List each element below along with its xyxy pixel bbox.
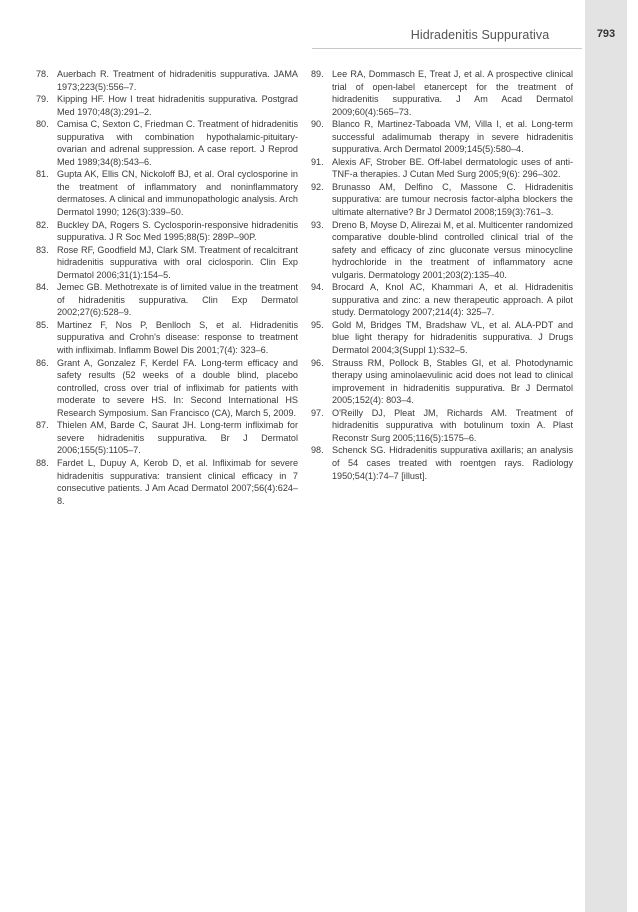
reference-text: Camisa C, Sexton C, Friedman C. Treatment of hidradenitis suppurativa with combination hypothalamic-pituitary-ovarian and adrenal suppression. A case report. J Reprod Med 1989;34(8):543–6. [57,119,298,167]
running-header-title: Hidradenitis Suppurativa [410,28,550,42]
reference-item [36,93,298,118]
reference-text: Blanco R, Martinez-Taboada VM, Villa I, et al. Long-term successful adalimumab therapy in severe hidradenitis suppurativa. Arch Dermatol 2009;145(5):580–4. [332,119,573,155]
reference-item [311,407,573,445]
reference-text: Gold M, Bridges TM, Bradshaw VL, et al. ALA-PDT and blue light therapy for hidradenitis suppurativa. J Drugs Dermatol 2004;3(Suppl 1):S32–5. [332,319,573,356]
reference-item [311,156,573,181]
reference-column-left [36,68,298,507]
reference-column-right [311,68,573,482]
reference-number: 82. [36,219,49,230]
reference-text: Martinez F, Nos P, Benlloch S, et al. Hidradenitis suppurativa and Crohn's disease: response to treatment with infliximab. Inflamm Bowel Dis 2001;7(4): 323–6. [57,319,298,356]
reference-text: Brocard A, Knol AC, Khammari A, et al. Hidradenitis suppurativa and zinc: a new therapeutic approach. A pilot study. Dermatology 2007;214(4): 325–7. [332,282,573,318]
reference-text: Gupta AK, Ellis CN, Nickoloff BJ, et al. Oral cyclosporine in the treatment of inflammatory and noninflammatory dermatoses. A clinical and immunopathologic analysis. Arch Dermatol 1990; 126(3):339–50. [57,169,298,218]
reference-item [311,444,573,482]
reference-text: Dreno B, Moyse D, Alirezai M, et al. Multicenter randomized comparative double-blind controlled clinical trial of the safety and efficacy of zinc gluconate versus minocycline hydrochloride in the treatment of inflammatory acne vulgaris. Dermatology 2001;203(2):135–40. [332,219,573,280]
reference-text: Lee RA, Dommasch E, Treat J, et al. A prospective clinical trial of open-label etanercept for the treatment of hidradenitis suppurativa. J Am Acad Dermatol 2009;60(4):565–73. [332,69,573,117]
reference-item [36,319,298,357]
reference-item [311,357,573,407]
reference-number: 83. [36,244,49,255]
reference-number: 86. [36,357,49,368]
reference-item [36,244,298,282]
reference-number: 95. [311,319,324,330]
reference-number: 79. [36,94,49,105]
reference-number: 80. [36,119,49,130]
header-rule [312,48,582,49]
reference-number: 89. [311,69,324,79]
reference-item [36,419,298,457]
reference-item [311,118,573,156]
reference-number: 91. [311,156,324,167]
reference-item [311,281,573,319]
reference-number: 92. [311,181,324,192]
reference-number: 88. [36,457,49,468]
reference-number: 97. [311,407,324,418]
reference-text: Rose RF, Goodfield MJ, Clark SM. Treatment of recalcitrant hidradenitis suppurativa with oral ciclosporin. Clin Exp Dermatol 2006;31(1):154–5. [57,244,298,280]
reference-text: Strauss RM, Pollock B, Stables GI, et al. Photodynamic therapy using aminolaevulinic acid does not lead to clinical improvement in hidradenitis suppurativa. Br J Dermatol 2005;152(4): 803–4. [332,357,573,406]
reference-item [36,168,298,218]
reference-item [36,219,298,244]
reference-text: Buckley DA, Rogers S. Cyclosporin-responsive hidradenitis suppurativa. J R Soc Med 1995;88(5): 289P–90P. [57,219,298,243]
reference-text: Thielen AM, Barde C, Saurat JH. Long-term infliximab for severe hidradenitis suppurativa. Br J Dermatol 2006;155(5):1105–7. [57,420,298,456]
reference-number: 84. [36,282,49,293]
reference-text: Alexis AF, Strober BE. Off-label dermatologic uses of anti-TNF-a therapies. J Cutan Med Surg 2005;9(6): 296–302. [332,156,573,180]
reference-text: Grant A, Gonzalez F, Kerdel FA. Long-term efficacy and safety results (52 weeks of a double blind, placebo controlled, cross over trial of infliximab for patients with moderate to severe HS. In: Second International HS Research Symposium. San Francisco (CA), March 5, 2009. [57,357,298,418]
reference-number: 94. [311,282,324,293]
reference-text: O'Reilly DJ, Pleat JM, Richards AM. Treatment of hidradenitis suppurativa with botulinum toxin A. Plast Reconstr Surg 2005;116(5):1575–6. [332,407,573,443]
side-bar [585,0,627,912]
reference-number: 93. [311,219,324,230]
reference-text: Fardet L, Dupuy A, Kerob D, et al. Infliximab for severe hidradenitis suppurativa: transient clinical efficacy in 7 consecutive patients. J Am Acad Dermatol 2007;56(4):624–8. [57,457,298,506]
reference-item [311,181,573,219]
reference-text: Jemec GB. Methotrexate is of limited value in the treatment of hidradenitis suppurativa. Clin Exp Dermatol 2002;27(6):528–9. [57,282,298,318]
page-number: 793 [596,28,616,40]
reference-number: 98. [311,445,324,456]
reference-item [36,118,298,168]
reference-text: Brunasso AM, Delfino C, Massone C. Hidradenitis suppurativa: are tumour necrosis factor-alpha blockers the ultimate alternative? Br J Dermatol 2008;159(3):761–3. [332,181,573,218]
reference-number: 96. [311,357,324,368]
reference-item [36,357,298,420]
reference-text: Kipping HF. How I treat hidradenitis suppurativa. Postgrad Med 1970;48(3):291–2. [57,94,298,117]
reference-item [36,68,298,93]
reference-number: 85. [36,319,49,330]
reference-item [311,319,573,357]
reference-number: 81. [36,169,49,180]
reference-text: Schenck SG. Hidradenitis suppurativa axillaris; an analysis of 54 cases treated with roentgen rays. Radiology 1950;54(1):74–7 [illust]. [332,445,573,481]
reference-number: 87. [36,420,49,431]
reference-number: 78. [36,69,49,79]
reference-item [311,68,573,118]
reference-item [36,281,298,319]
reference-item [36,457,298,507]
reference-text: Auerbach R. Treatment of hidradenitis suppurativa. JAMA 1973;223(5):556–7. [57,69,298,92]
reference-number: 90. [311,119,324,130]
reference-item [311,219,573,282]
